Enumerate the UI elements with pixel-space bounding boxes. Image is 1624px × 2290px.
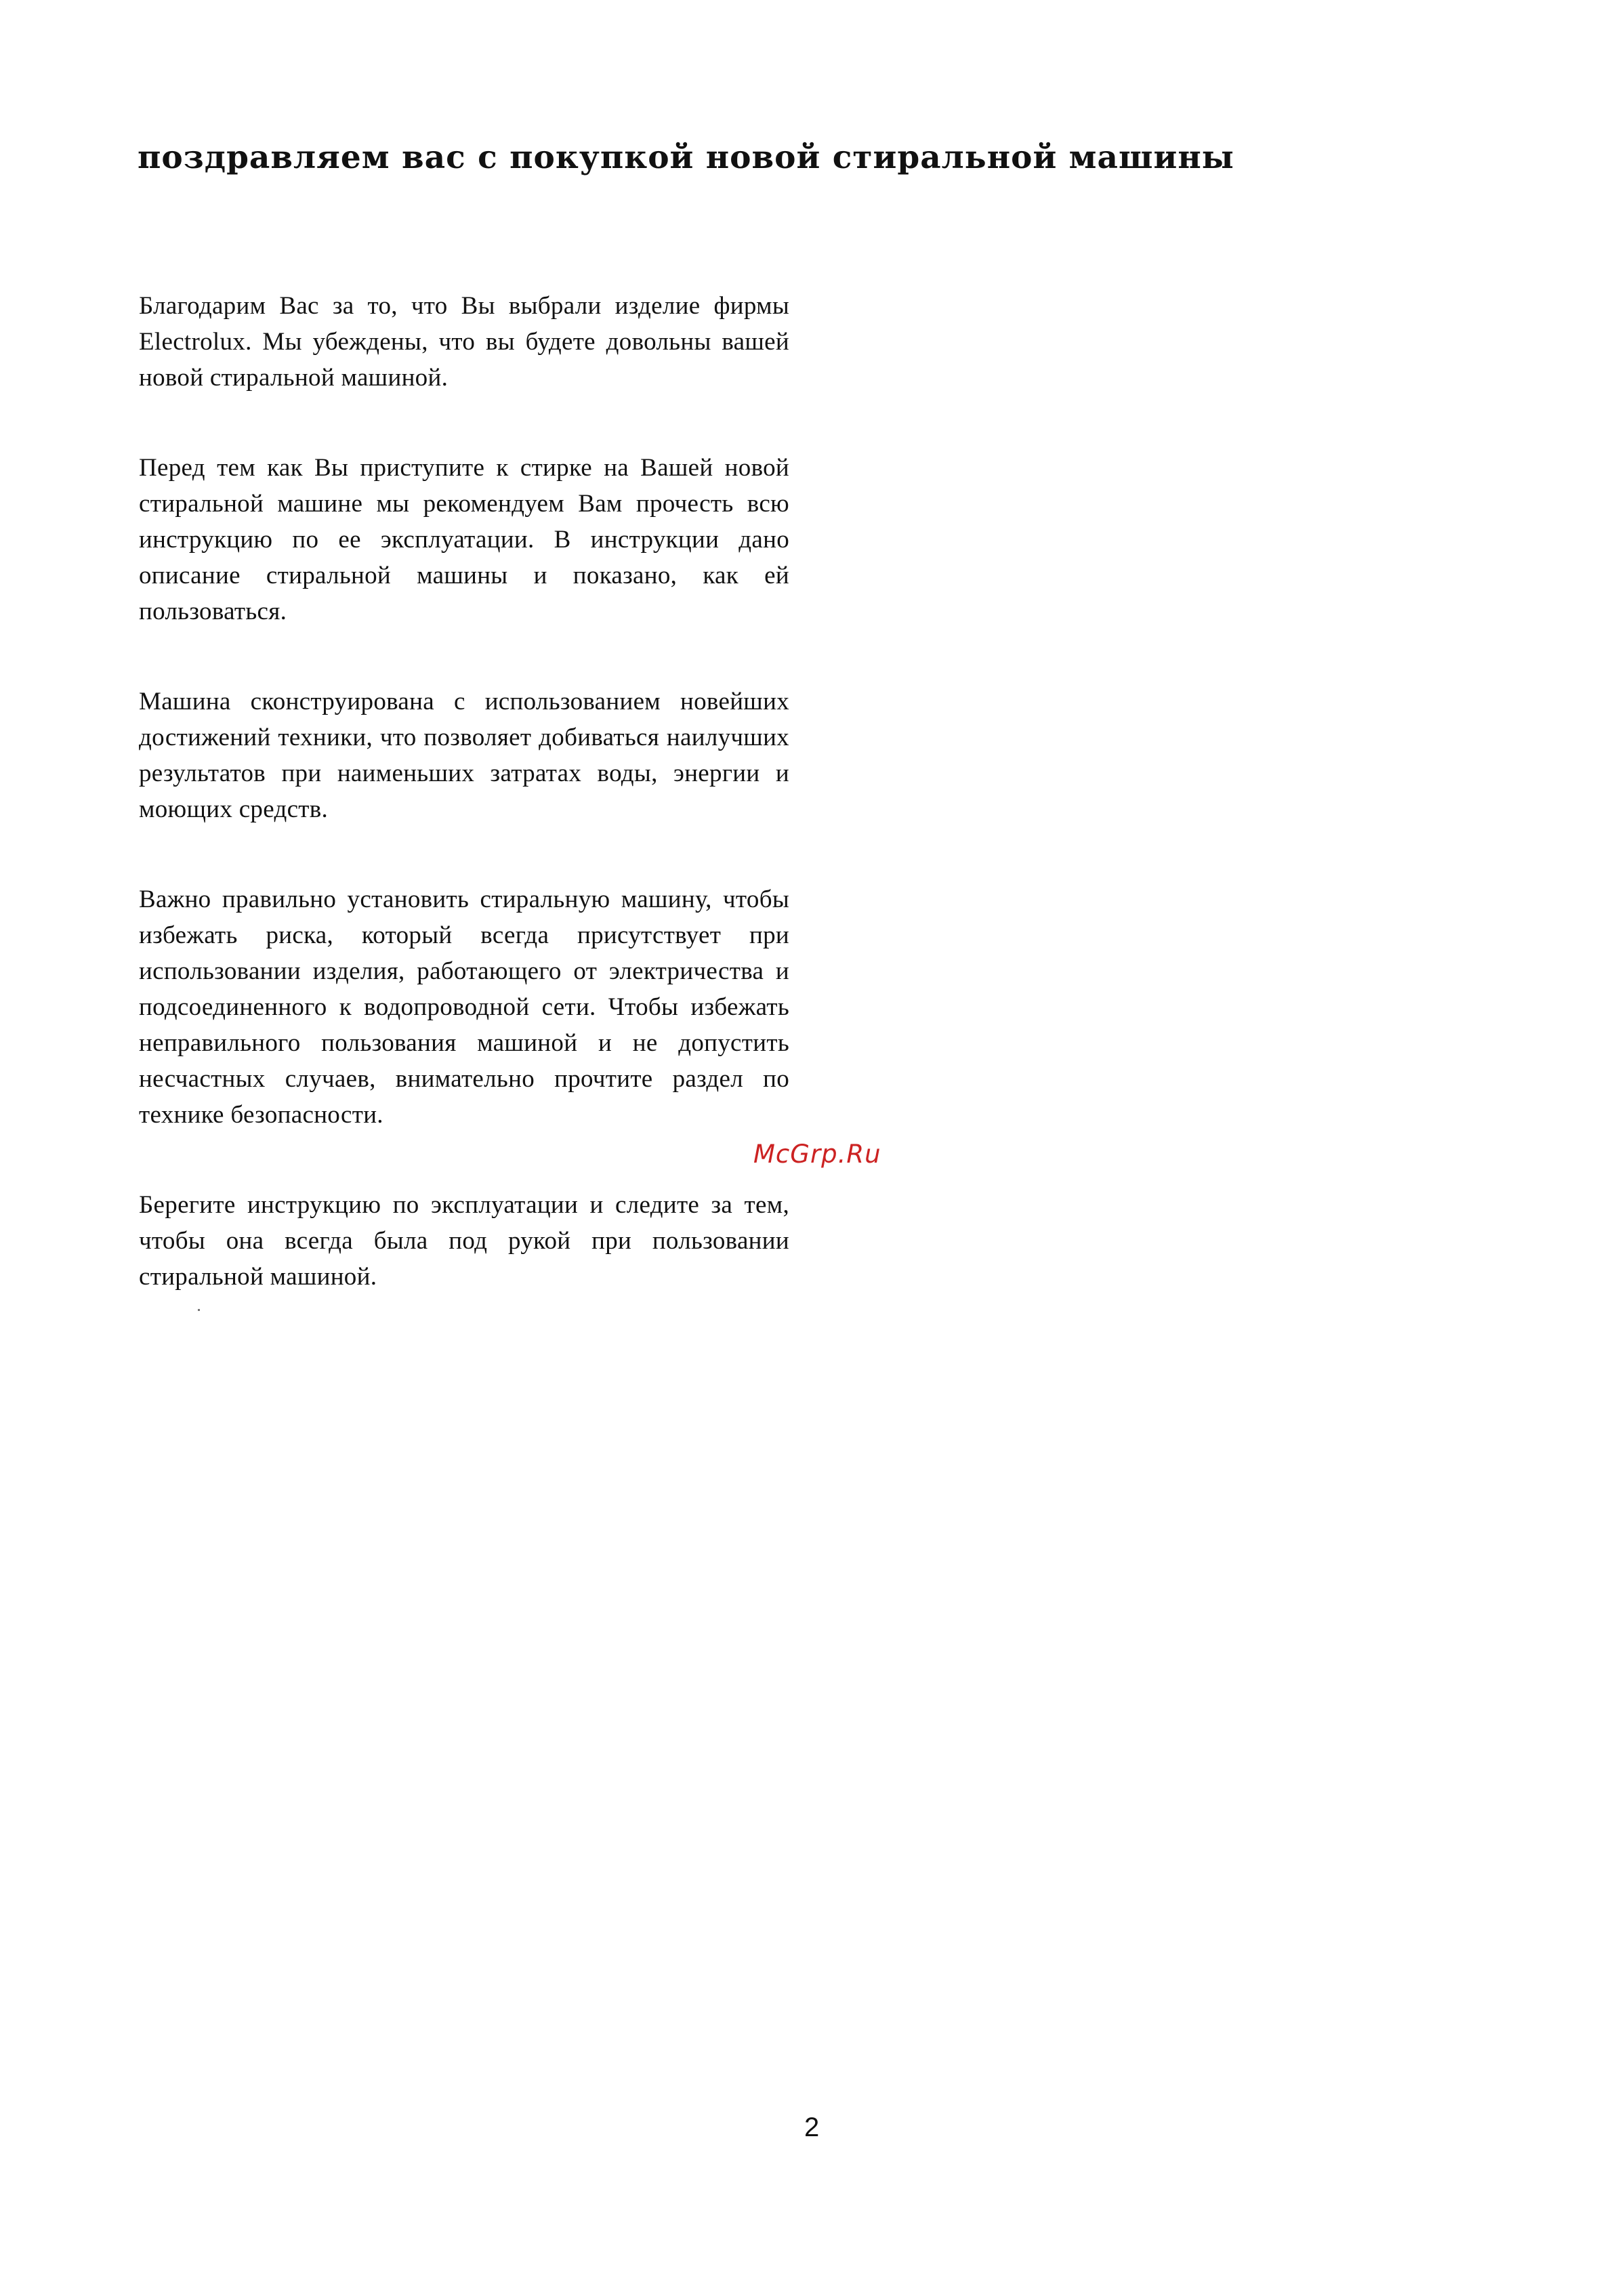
paragraph-read-instructions: Перед тем как Вы приступите к стирке на Вашей новой стиральной машине мы рекомендуем Вам прочесть всю инструкцию по ее эксплуатации. В инструкции дано описание стиральной машины и показано, как ей пользоваться.	[139, 454, 789, 625]
paragraph-intro: Благодарим Вас за то, что Вы выбрали изделие фирмы Electrolux. Мы убеждены, что вы будете довольны вашей новой стиральной машиной.	[139, 292, 789, 392]
paragraph-design: Машина сконструирована с использованием новейших достижений техники, что позволяет добиваться наилучших результатов при наименьших затратах воды, энергии и моющих средств.	[139, 688, 789, 823]
scan-speck	[198, 1309, 200, 1311]
page-title: поздравляем вас с покупкой новой стиральной машины	[138, 139, 1234, 176]
page-number: 2	[804, 2112, 820, 2142]
watermark: McGrp.Ru	[753, 1140, 881, 1169]
paragraph-keep-manual: Берегите инструкцию по эксплуатации и следите за тем, чтобы она всегда была под рукой при пользовании стиральной машиной.	[139, 1191, 789, 1291]
paragraph-installation-safety: Важно правильно установить стиральную машину, чтобы избежать риска, который всегда присутствует при использовании изделия, работающего от электричества и подсоединенного к водопроводной сети. Чтобы избежать неправильного пользования машиной и не допустить несчастных случаев, внимательно прочтите раздел по технике безопасности.	[139, 886, 789, 1129]
body-text	[139, 288, 789, 1349]
